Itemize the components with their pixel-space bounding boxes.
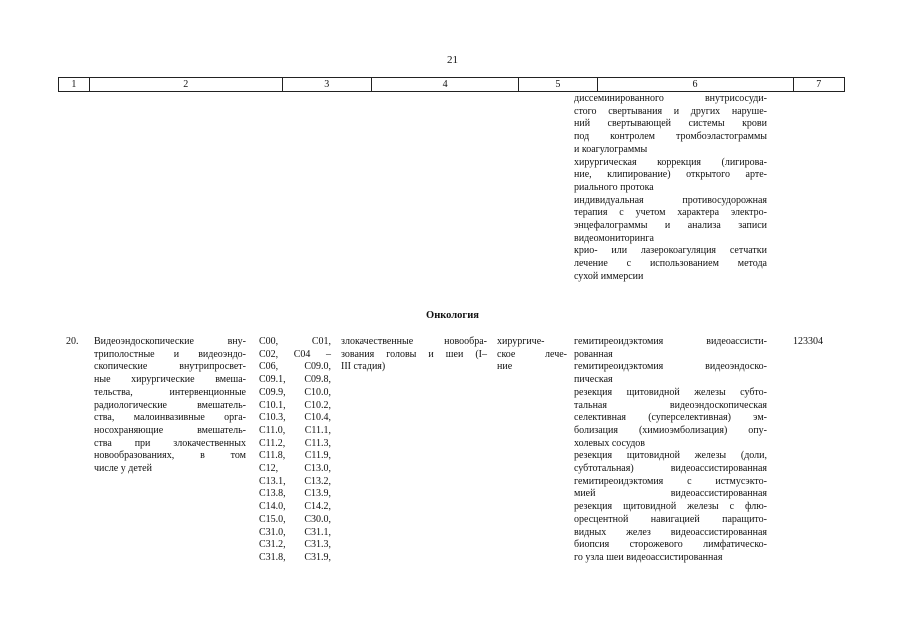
treatment-methods-cell bbox=[574, 336, 767, 565]
text-line: III стадия) bbox=[341, 361, 386, 373]
text-line: C31.2, C31.3, bbox=[259, 539, 331, 551]
text-line: тальная видеоэндоскопическая bbox=[574, 399, 767, 411]
text-line: C06, C09.0, bbox=[259, 361, 331, 373]
text-line: лечение с использованием метода bbox=[574, 258, 767, 270]
text-line: крио- или лазерокоагуляция сетчатки bbox=[574, 245, 767, 257]
text-line: новообразованиях, в том bbox=[94, 450, 246, 462]
text-line: рованная bbox=[574, 348, 613, 360]
text-line: под контролем тромбоэластограммы bbox=[574, 131, 767, 143]
text-line: Видеоэндоскопические вну- bbox=[94, 336, 246, 347]
intervention-type-cell bbox=[94, 336, 246, 476]
text-line: ние, клипирование) открытого арте- bbox=[574, 169, 767, 181]
text-line: C09.1, C09.8, bbox=[259, 374, 331, 386]
text-line: C11.2, C11.3, bbox=[259, 437, 331, 449]
header-col-1: 1 bbox=[58, 78, 89, 91]
text-line: C10.1, C10.2, bbox=[259, 399, 331, 411]
text-line: энцефалограммы и анализа записи bbox=[574, 220, 767, 232]
page-number: 21 bbox=[447, 54, 458, 66]
text-line: риального протока bbox=[574, 181, 654, 193]
text-line: ний свертывающей системы крови bbox=[574, 118, 767, 130]
text-line: пическая bbox=[574, 374, 613, 386]
text-line: мией видеоассистированная bbox=[574, 488, 767, 500]
text-line: диссеминированного внутрисосуди- bbox=[574, 93, 767, 104]
text-line: C11.0, C11.1, bbox=[259, 424, 331, 436]
text-line: C13.8, C13.9, bbox=[259, 488, 331, 500]
text-line: тельства, интервенционные bbox=[94, 386, 246, 398]
text-line: C10.3, C10.4, bbox=[259, 412, 331, 424]
text-line: C02, C04 – bbox=[259, 348, 331, 360]
text-line: гемитиреоидэктомия видеоэндоско- bbox=[574, 361, 767, 373]
text-line: индивидуальная противосудорожная bbox=[574, 194, 767, 206]
text-line: ства, малоинвазивные орга- bbox=[94, 412, 246, 424]
text-line: болизация (химиоэмболизация) опу- bbox=[574, 424, 767, 436]
continued-methods-cell bbox=[574, 93, 767, 284]
table-header-row bbox=[58, 77, 845, 92]
text-line: C12, C13.0, bbox=[259, 463, 331, 475]
text-line: гемитиреоидэктомия с истмусэкто- bbox=[574, 475, 767, 487]
text-line: оресцентной навигацией паращито- bbox=[574, 513, 767, 525]
text-line: хирургическая коррекция (лигирова- bbox=[574, 156, 767, 168]
text-line: злокачественные новообра- bbox=[341, 336, 487, 347]
treatment-type-cell bbox=[497, 336, 567, 374]
tariff-value: 123304 bbox=[793, 336, 823, 347]
text-line: резекция щитовидной железы (доли, bbox=[574, 450, 767, 462]
text-line: видных желез видеоассистированная bbox=[574, 526, 767, 538]
diagnosis-cell bbox=[341, 336, 487, 374]
text-line: C00, C01, bbox=[259, 336, 331, 347]
text-line: стого свертывания и других наруше- bbox=[574, 105, 767, 117]
section-title: Онкология bbox=[426, 310, 479, 321]
text-line: терапия с учетом характера электро- bbox=[574, 207, 767, 219]
row-number: 20. bbox=[66, 336, 79, 347]
text-line: C15.0, C30.0, bbox=[259, 513, 331, 525]
header-col-4: 4 bbox=[371, 78, 519, 91]
text-line: сухой иммерсии bbox=[574, 270, 644, 282]
text-line: го узла шеи видеоассистированная bbox=[574, 551, 723, 563]
header-col-5: 5 bbox=[518, 78, 596, 91]
text-line: C09.9, C10.0, bbox=[259, 386, 331, 398]
text-line: биопсия сторожевого лимфатическо- bbox=[574, 539, 767, 551]
text-line: резекция щитовидной железы с флю- bbox=[574, 501, 767, 513]
text-line: селективная (суперселективная) эм- bbox=[574, 412, 767, 424]
text-line: скопические внутрипросвет- bbox=[94, 361, 246, 373]
text-line: C31.0, C31.1, bbox=[259, 526, 331, 538]
text-line: зования головы и шеи (I– bbox=[341, 348, 487, 360]
text-line: C14.0, C14.2, bbox=[259, 501, 331, 513]
text-line: C11.8, C11.9, bbox=[259, 450, 331, 462]
text-line: хирургиче- bbox=[497, 336, 545, 347]
icd-codes-cell bbox=[259, 336, 331, 565]
text-line: резекция щитовидной железы субто- bbox=[574, 386, 767, 398]
text-line: гемитиреоидэктомия видеоассисти- bbox=[574, 336, 767, 347]
header-col-7: 7 bbox=[793, 78, 845, 91]
text-line: ское лече- bbox=[497, 348, 567, 360]
header-col-2: 2 bbox=[89, 78, 282, 91]
text-line: ства при злокачественных bbox=[94, 437, 246, 449]
text-line: субтотальная) видеоассистированная bbox=[574, 463, 767, 475]
text-line: носохраняющие вмешатель- bbox=[94, 424, 246, 436]
text-line: ние bbox=[497, 361, 513, 373]
text-line: C31.8, C31.9, bbox=[259, 551, 331, 563]
text-line: числе у детей bbox=[94, 463, 152, 475]
header-col-3: 3 bbox=[282, 78, 371, 91]
text-line: радиологические вмешатель- bbox=[94, 399, 246, 411]
text-line: холевых сосудов bbox=[574, 437, 646, 449]
text-line: C13.1, C13.2, bbox=[259, 475, 331, 487]
text-line: триполостные и видеоэндо- bbox=[94, 348, 246, 360]
text-line: и коагулограммы bbox=[574, 143, 648, 155]
text-line: ные хирургические вмеша- bbox=[94, 374, 246, 386]
text-line: видеомониторинга bbox=[574, 232, 654, 244]
header-col-6: 6 bbox=[597, 78, 793, 91]
